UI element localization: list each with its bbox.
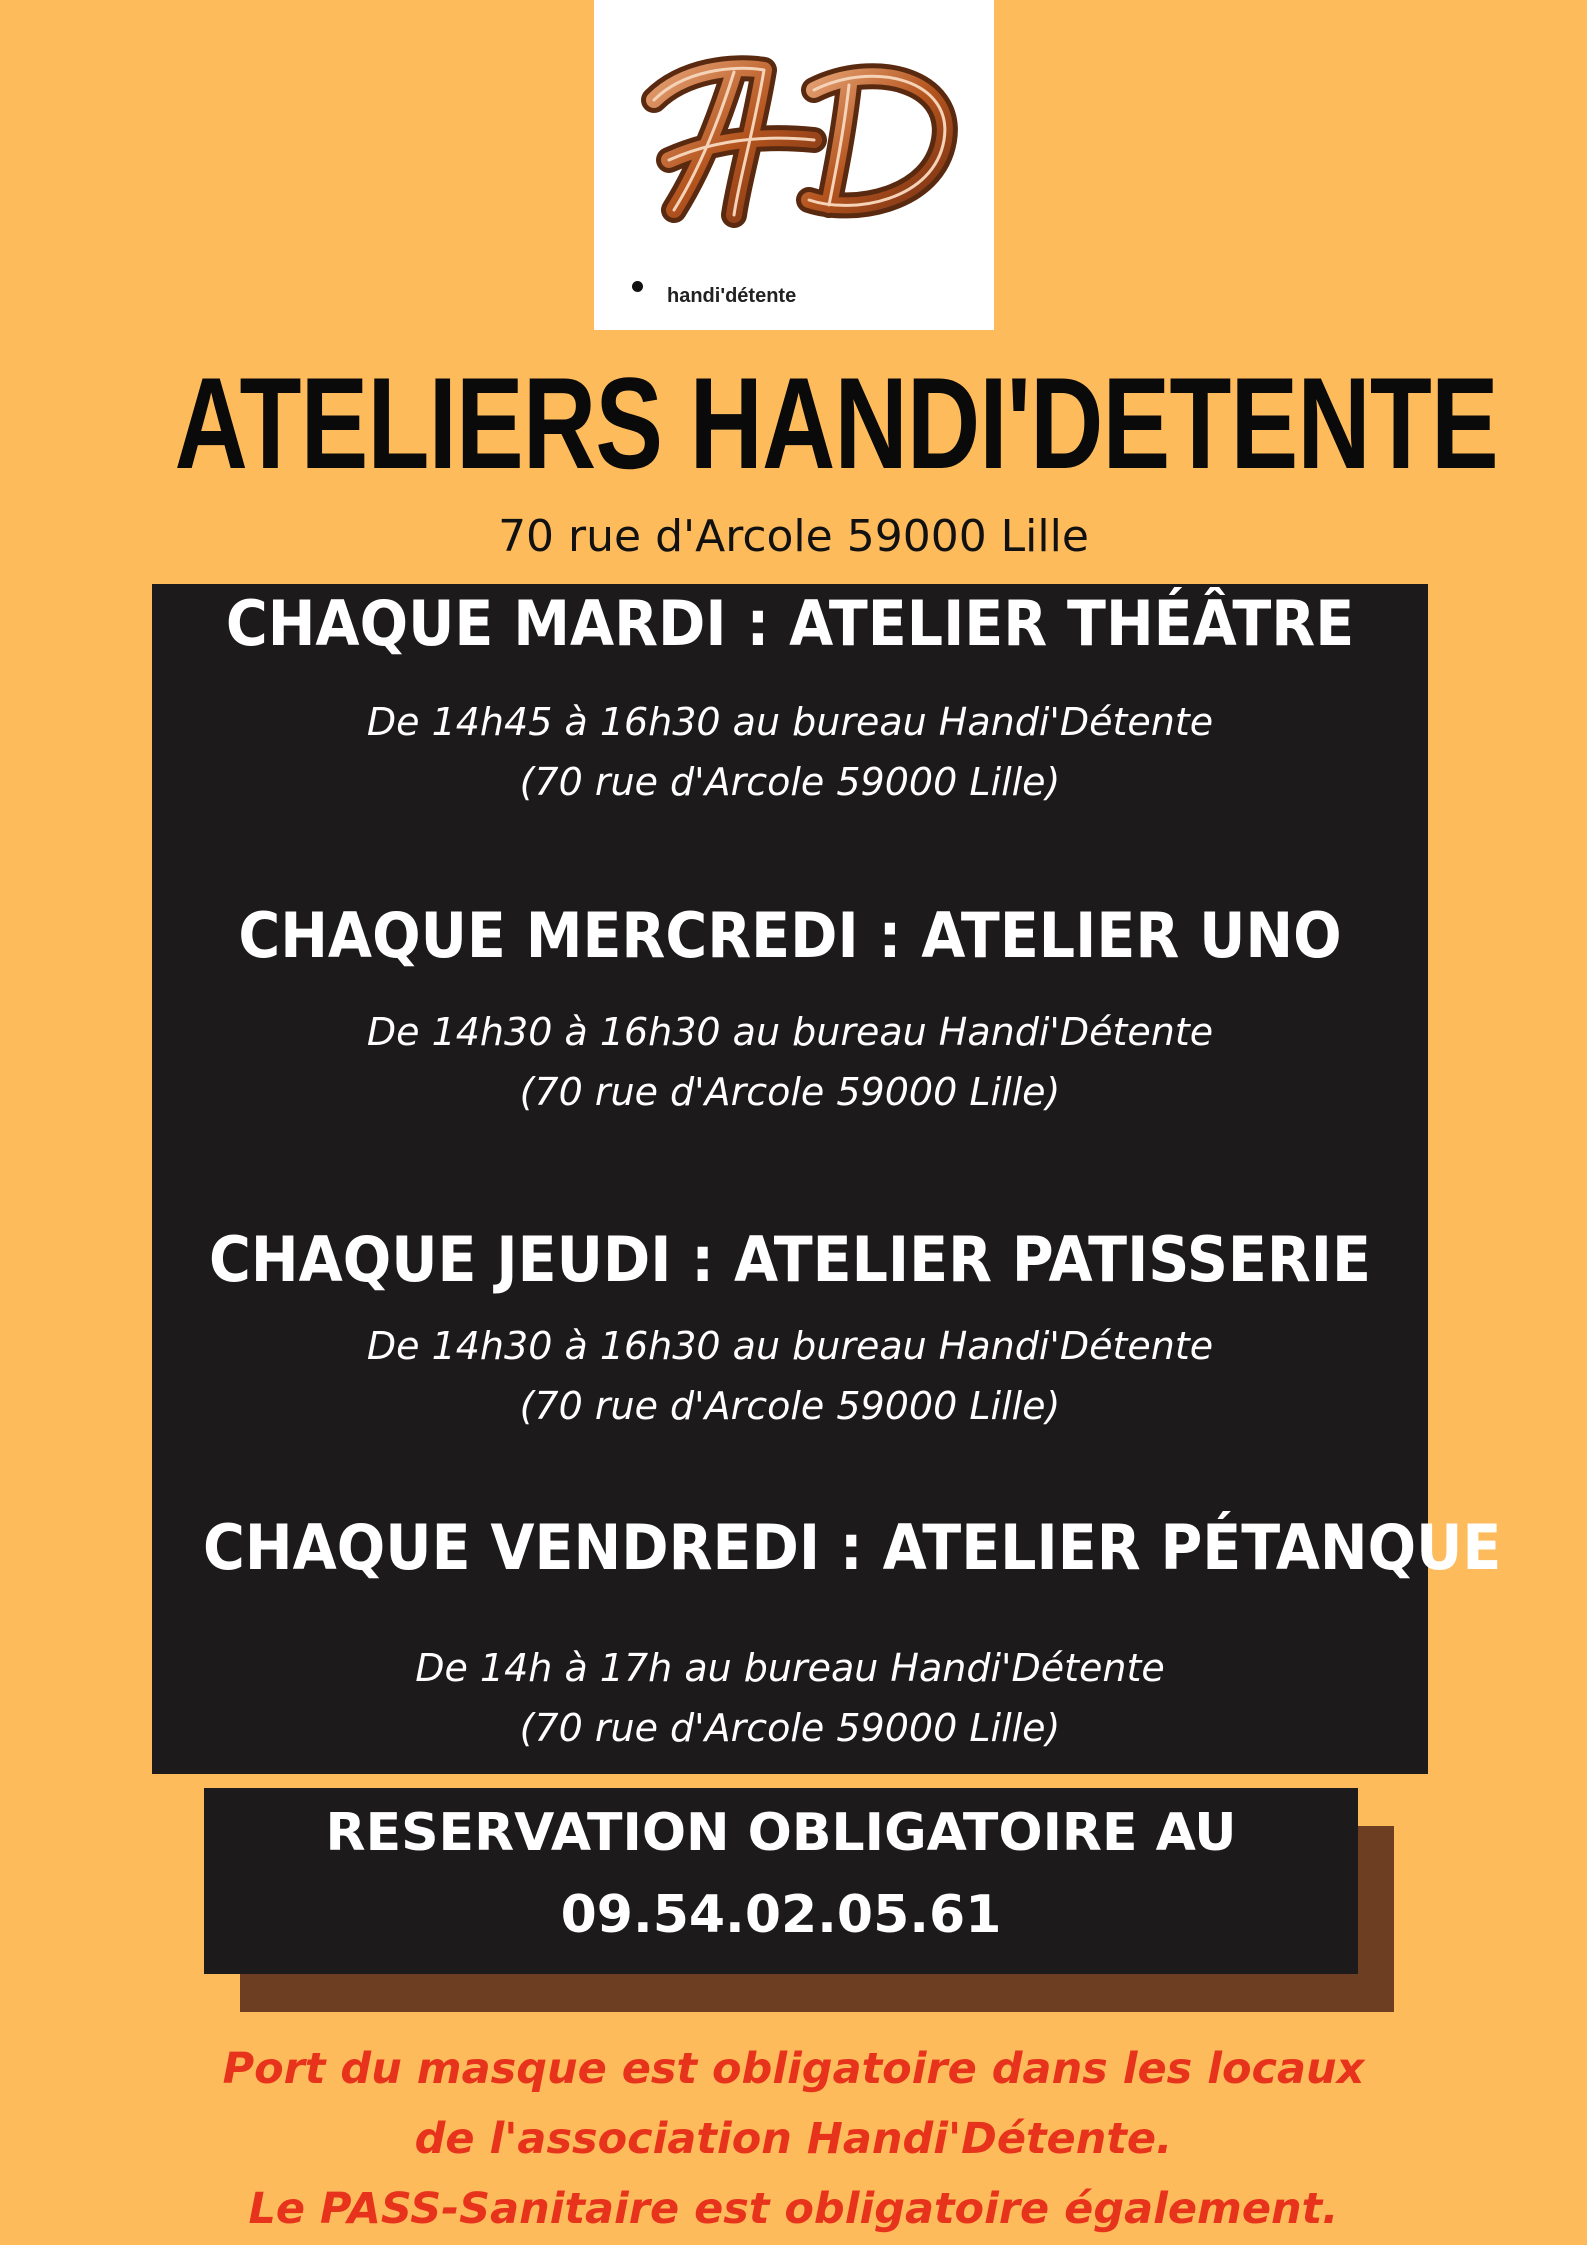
- workshop-heading: CHAQUE MARDI : ATELIER THÉÂTRE: [225, 587, 1355, 660]
- workshop-place: (70 rue d'Arcole 59000 Lille): [519, 1384, 1061, 1428]
- workshop-place: (70 rue d'Arcole 59000 Lille): [519, 760, 1061, 804]
- logo-caption: handi'détente: [667, 285, 797, 307]
- workshop-time: De 14h à 17h au bureau Handi'Détente: [415, 1646, 1165, 1690]
- workshop-time: De 14h30 à 16h30 au bureau Handi'Détente: [366, 1010, 1214, 1054]
- notice-line-1: Port du masque est obligatoire dans les locaux: [222, 2044, 1365, 2094]
- workshop-place: (70 rue d'Arcole 59000 Lille): [519, 1706, 1061, 1750]
- reservation-phone: 09.54.02.05.61: [560, 1885, 1002, 1945]
- address-subtitle: 70 rue d'Arcole 59000 Lille: [498, 511, 1089, 562]
- logo: [594, 0, 994, 330]
- workshop-heading: CHAQUE JEUDI : ATELIER PATISSERIE: [209, 1223, 1371, 1296]
- bullet-icon: [632, 281, 643, 292]
- workshop-time: De 14h30 à 16h30 au bureau Handi'Détente: [366, 1324, 1214, 1368]
- workshop-heading: CHAQUE MERCREDI : ATELIER UNO: [238, 899, 1342, 972]
- page-title: ATELIERS HANDI'DETENTE: [174, 350, 1498, 496]
- notice-line-3: Le PASS-Sanitaire est obligatoire également.: [248, 2184, 1339, 2234]
- reservation-box: [204, 1788, 1358, 1974]
- workshop-heading: CHAQUE VENDREDI : ATELIER PÉTANQUE: [203, 1511, 1502, 1584]
- workshops-panel: [152, 584, 1502, 1774]
- workshop-place: (70 rue d'Arcole 59000 Lille): [519, 1070, 1061, 1114]
- notice-line-2: de l'association Handi'Détente.: [414, 2114, 1173, 2164]
- workshop-time: De 14h45 à 16h30 au bureau Handi'Détente: [366, 700, 1214, 744]
- hd-monogram-logo: [614, 40, 974, 230]
- reservation-label: RESERVATION OBLIGATOIRE AU: [325, 1803, 1237, 1863]
